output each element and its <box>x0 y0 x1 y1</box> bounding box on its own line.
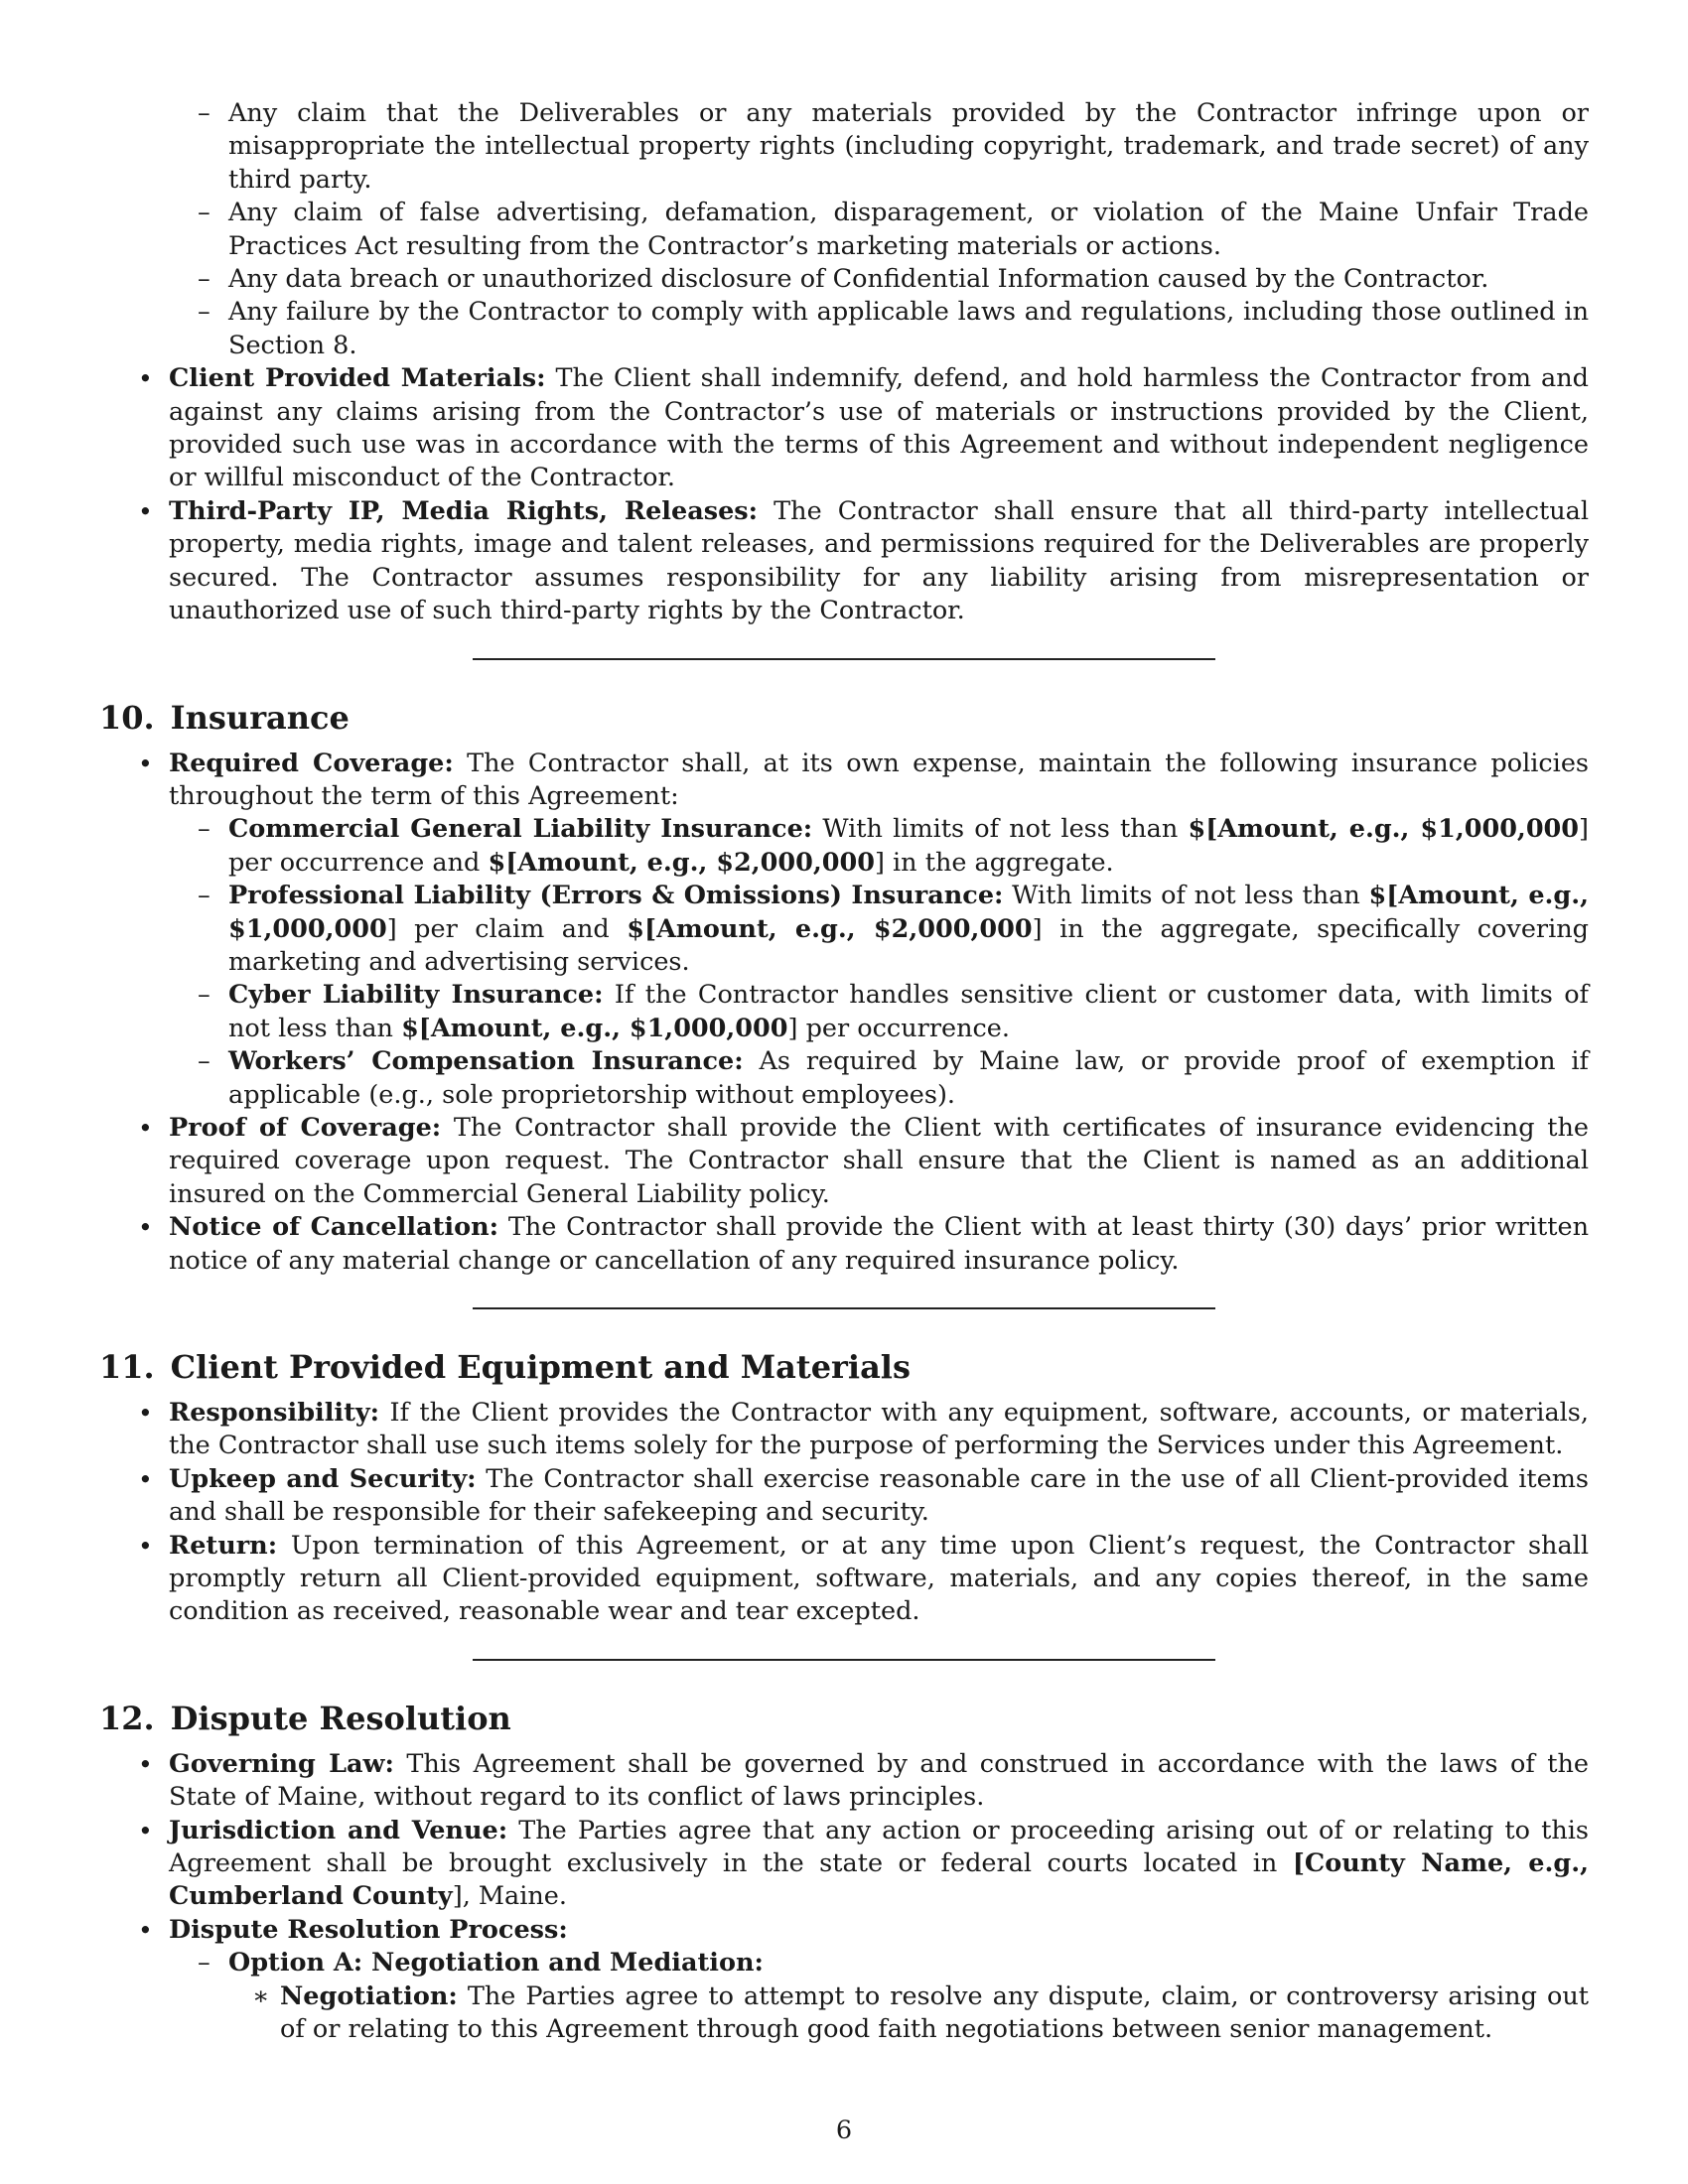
cyber-liability-item <box>169 979 1589 1045</box>
item-text: ] in the aggregate, specifically covering marketing and advertising services. <box>228 913 1589 977</box>
item-label: Negotiation: <box>280 1980 458 2011</box>
section-title: Dispute Resolution <box>170 1699 511 1737</box>
section-heading-dispute-resolution <box>99 1699 1589 1738</box>
item-text: The Contractor shall provide the Client with at least thirty (30) days’ prior written notice of any material change or cancellation of any required insurance policy. <box>169 1212 1590 1276</box>
page-number: 6 <box>835 2116 853 2145</box>
upkeep-security-item <box>99 1463 1589 1530</box>
item-label: Option A: Negotiation and Mediation: <box>228 1948 764 1979</box>
section-number: 10. <box>99 698 155 737</box>
item-text: ] per occurrence and <box>228 814 1589 878</box>
dispute-resolution-bullets <box>99 1748 1589 2047</box>
item-label: Proof of Coverage: <box>169 1112 442 1143</box>
item-label: Workers’ Compensation Insurance: <box>228 1046 744 1077</box>
amount-placeholder: $[Amount, e.g., $1,000,000 <box>1188 814 1580 845</box>
dispute-process-item <box>99 1914 1589 2047</box>
negotiation-item <box>228 1980 1589 2047</box>
amount-placeholder: $[Amount, e.g., $2,000,000 <box>627 913 1033 944</box>
section-number: 12. <box>99 1699 155 1737</box>
section-heading-insurance <box>99 698 1589 738</box>
item-text: This Agreement shall be governed by and construed in accordance with the laws of the State of Maine, without regard to its conflict of laws principles. <box>169 1748 1589 1813</box>
item-text: With limits of not less than <box>1003 881 1369 911</box>
section-divider <box>473 1659 1215 1661</box>
option-a-item <box>169 1947 1589 2046</box>
third-party-ip-item <box>99 495 1589 628</box>
item-text: The Contractor shall exercise reasonable care in the use of all Client-provided items and shall be responsible for their safekeeping and security. <box>169 1463 1589 1528</box>
amount-placeholder: $[Amount, e.g., $1,000,000 <box>401 1013 788 1043</box>
indemnity-bullets <box>99 362 1589 627</box>
item-text: The Contractor shall provide the Client with certificates of insurance evidencing the required coverage upon request. The Contractor shall ensure that the Client is named as an additional insured on the Commercial General Liability policy. <box>169 1112 1589 1209</box>
item-label: Notice of Cancellation: <box>169 1212 499 1243</box>
amount-placeholder: $[Amount, e.g., $1,000,000 <box>228 881 1590 944</box>
insurance-bullets <box>99 748 1589 1279</box>
return-item <box>99 1530 1589 1629</box>
section-number: 11. <box>99 1348 155 1386</box>
item-label: Required Coverage: <box>169 748 454 778</box>
item-label: Client Provided Materials: <box>169 363 546 394</box>
section-divider <box>473 658 1215 660</box>
county-placeholder: [County Name, e.g., Cumberland County <box>169 1848 1589 1912</box>
contractor-indemnity-claims-list <box>99 97 1589 362</box>
responsibility-item <box>99 1397 1589 1463</box>
item-text: The Contractor shall, at its own expense, maintain the following insurance policies throughout the term of this Agreement: <box>169 748 1589 811</box>
required-coverage-item <box>99 748 1589 1112</box>
item-text: As required by Maine law, or provide proof of exemption if applicable (e.g., sole proprietorship without employees). <box>228 1046 1589 1110</box>
item-label: Professional Liability (Errors & Omissions) Insurance: <box>228 881 1004 911</box>
item-label: Governing Law: <box>169 1748 394 1779</box>
item-text: ] in the aggregate. <box>874 847 1114 878</box>
coverage-types-list <box>169 813 1589 1112</box>
item-label: Jurisdiction and Venue: <box>169 1815 508 1845</box>
client-equipment-bullets <box>99 1397 1589 1629</box>
amount-placeholder: $[Amount, e.g., $2,000,000 <box>488 847 875 878</box>
jurisdiction-venue-item <box>99 1815 1589 1914</box>
notice-of-cancellation-item <box>99 1211 1589 1278</box>
option-a-steps-list <box>228 1980 1589 2047</box>
item-text: The Client shall indemnify, defend, and hold harmless the Contractor from and against any claims arising from the Contractor’s use of materials or instructions provided by the Client, provided such use was in accordance with the terms of this Agreement and without independent negligence or willful misconduct of the Contractor. <box>169 363 1590 493</box>
item-label: Third-Party IP, Media Rights, Releases: <box>169 495 759 526</box>
list-item: – Any failure by the Contractor to comply with applicable laws and regulations, including those outlined in Section 8. <box>228 296 1589 362</box>
professional-liability-item <box>169 880 1589 979</box>
section-heading-client-equipment <box>99 1347 1589 1387</box>
item-text: ], Maine. <box>452 1881 567 1912</box>
item-label: Responsibility: <box>169 1398 380 1428</box>
item-label: Commercial General Liability Insurance: <box>228 814 813 845</box>
item-text: ] per claim and <box>386 913 628 944</box>
item-label: Return: <box>169 1530 278 1561</box>
item-text: If the Client provides the Contractor with any equipment, software, accounts, or materials, the Contractor shall use such items solely for the purpose of performing the Services under this Agreement. <box>169 1398 1589 1461</box>
section-title: Insurance <box>170 698 350 737</box>
cgl-insurance-item <box>169 813 1589 880</box>
proof-of-coverage-item <box>99 1112 1589 1211</box>
section-title: Client Provided Equipment and Materials <box>170 1348 911 1386</box>
item-text: The Parties agree that any action or proceeding arising out of or relating to this Agreement shall be brought exclusively in the state or federal courts located in <box>169 1815 1589 1879</box>
item-label: Upkeep and Security: <box>169 1463 477 1494</box>
item-text: With limits of not less than <box>812 814 1189 845</box>
list-item: – Any claim that the Deliverables or any materials provided by the Contractor infringe upon or misappropriate the intellectual property rights (including copyright, trademark, and trade secret) of any third party. <box>228 97 1589 197</box>
list-item: – Any claim of false advertising, defamation, disparagement, or violation of the Maine Unfair Trade Practices Act resulting from the Contractor’s marketing materials or actions. <box>228 197 1589 263</box>
workers-compensation-item <box>169 1045 1589 1112</box>
item-text: The Parties agree to attempt to resolve any dispute, claim, or controversy arising out of or relating to this Agreement through good faith negotiations between senior management. <box>280 1980 1589 2045</box>
page-content <box>99 97 1589 2047</box>
item-label: Dispute Resolution Process: <box>169 1914 568 1945</box>
item-text: ] per occurrence. <box>787 1013 1011 1043</box>
client-provided-materials-item <box>99 362 1589 495</box>
list-item: – Any data breach or unauthorized disclosure of Confidential Information caused by the Contractor. <box>228 263 1589 296</box>
dispute-options-list <box>169 1947 1589 2046</box>
governing-law-item <box>99 1748 1589 1815</box>
item-label: Cyber Liability Insurance: <box>228 980 604 1011</box>
item-text: Upon termination of this Agreement, or at any time upon Client’s request, the Contractor shall promptly return all Client-provided equipment, software, materials, and any copies thereof, in the same condition as received, reasonable wear and tear excepted. <box>169 1530 1589 1627</box>
item-text: If the Contractor handles sensitive client or customer data, with limits of not less than <box>228 980 1589 1043</box>
item-text: The Contractor shall ensure that all third-party intellectual property, media rights, image and talent releases, and permissions required for the Deliverables are properly secured. The Contractor assumes responsibility for any liability arising from misrepresentation or unauthorized use of such third-party rights by the Contractor. <box>169 495 1590 626</box>
section-divider <box>473 1307 1215 1309</box>
